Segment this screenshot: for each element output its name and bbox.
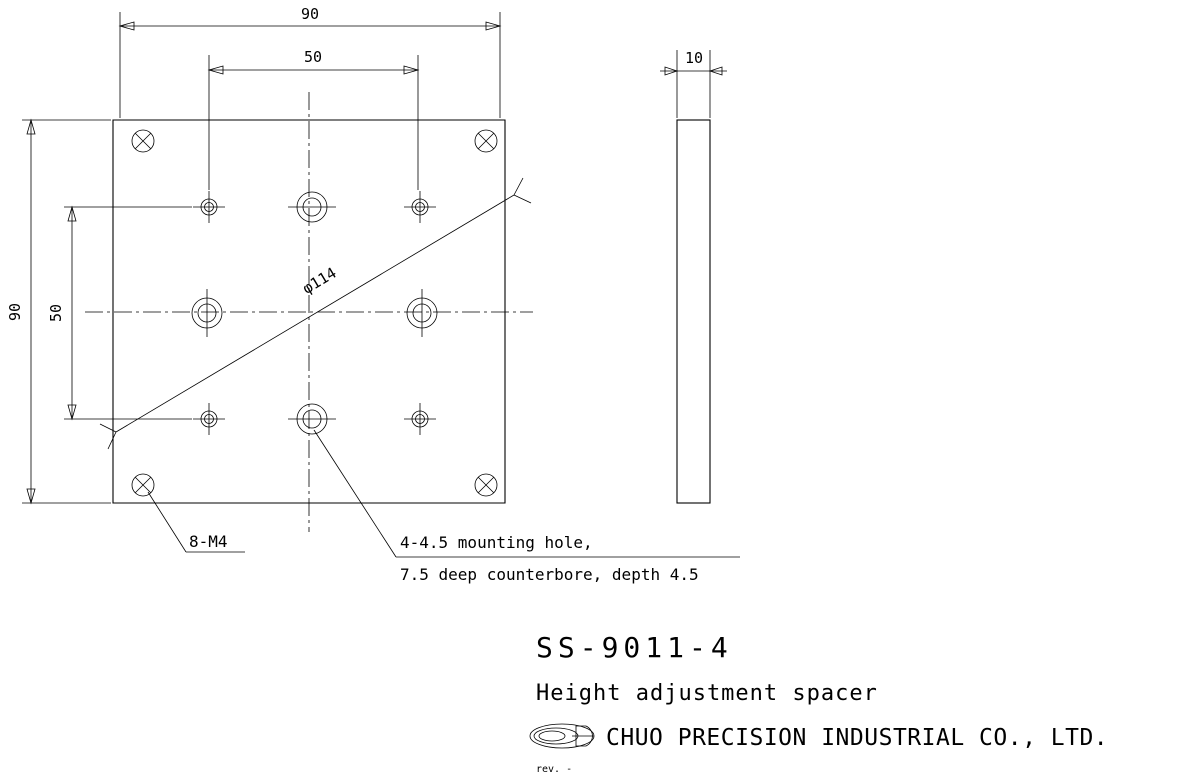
note-label-mounting-line2: 7.5 deep counterbore, depth 4.5 — [400, 565, 699, 584]
note-label-mounting-line1: 4-4.5 mounting hole, — [400, 533, 593, 552]
logo-inner-ellipse — [539, 731, 565, 741]
chuo-logo-icon — [530, 724, 594, 748]
dimension-label-pitch-left: 50 — [47, 303, 65, 323]
note-mounting-holes — [314, 430, 740, 584]
note-tapped-holes — [148, 492, 245, 552]
dimension-label-width: 90 — [300, 5, 320, 23]
diagonal-arrow-lower — [100, 424, 116, 449]
part-number: SS-9011-4 — [536, 631, 733, 664]
company-name: CHUO PRECISION INDUSTRIAL CO., LTD. — [606, 725, 1109, 751]
leader-line — [314, 430, 396, 557]
part-description: Height adjustment spacer — [536, 681, 878, 706]
logo-mid-ellipse — [534, 728, 578, 744]
leader-line — [148, 492, 186, 552]
tapped-hole-group — [132, 130, 497, 496]
dimension-pitch-left-50 — [47, 207, 192, 419]
title-block — [530, 631, 1108, 775]
side-view — [660, 49, 727, 503]
diagonal-leader-line — [116, 195, 514, 432]
diagonal-dimension — [100, 178, 531, 449]
dimension-label-pitch-top: 50 — [303, 48, 323, 66]
small-hole-group — [193, 191, 436, 435]
dimension-pitch-top-50 — [209, 48, 418, 190]
diagonal-arrow-upper — [514, 178, 531, 203]
front-view — [85, 92, 533, 532]
diagonal-dimension-label: φ114 — [299, 263, 340, 298]
dimension-label-height: 90 — [6, 302, 24, 322]
note-label-tapped: 8-M4 — [189, 532, 228, 551]
dimension-label-thickness: 10 — [684, 49, 704, 67]
side-plate-outline — [677, 120, 710, 503]
revision-label: rev. - — [536, 764, 573, 775]
counterbore-hole-group — [192, 192, 437, 434]
